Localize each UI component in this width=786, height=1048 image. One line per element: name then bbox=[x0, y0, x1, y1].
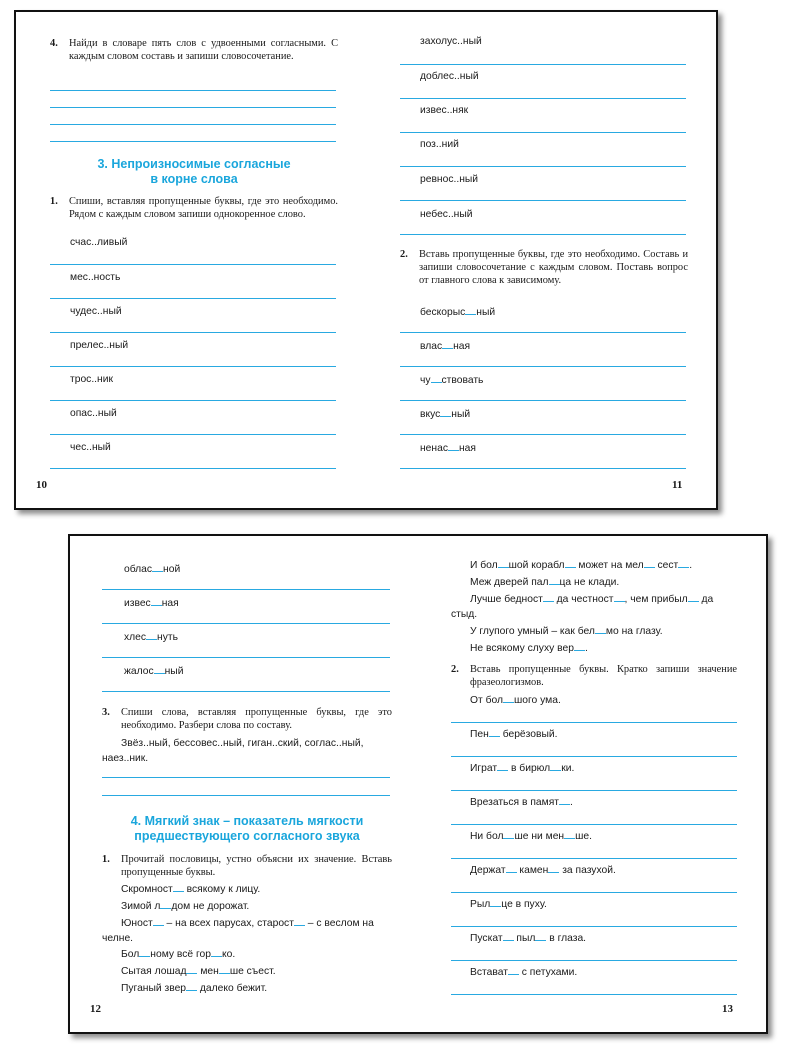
answer-line bbox=[451, 994, 737, 995]
answer-line bbox=[451, 926, 737, 927]
proverb: Юност – на всех парусах, старост – с веслом на челне. bbox=[102, 918, 374, 944]
blank-gap bbox=[154, 664, 165, 674]
blank-gap bbox=[440, 407, 451, 417]
blank-gap bbox=[160, 899, 171, 909]
phrase: Играт в бирюл ки. bbox=[470, 763, 575, 774]
task-3-text: Спиши слова, вставляя пропущенные буквы, где это необходимо. Разбери слова по составу. bbox=[121, 707, 392, 731]
blank-gap bbox=[535, 931, 546, 941]
page-number: 12 bbox=[90, 1003, 101, 1015]
proverb: Пуганый звер далеко бежит. bbox=[121, 983, 268, 994]
word-item: чес..ный bbox=[70, 442, 111, 453]
blank-gap bbox=[543, 592, 554, 602]
proverb: Не всякому слуху вер . bbox=[470, 643, 588, 654]
gap-word: жалос ный bbox=[124, 666, 184, 677]
page-11 bbox=[366, 12, 716, 508]
answer-line bbox=[102, 795, 390, 796]
answer-line bbox=[451, 858, 737, 859]
answer-line bbox=[451, 722, 737, 723]
gap-word: влас ная bbox=[420, 341, 471, 352]
proverb: У глупого умный – как бел мо на глазу. bbox=[470, 626, 663, 637]
blank-gap bbox=[688, 592, 699, 602]
task-4: 4. Найди в словаре пять слов с удвоенными согласными. С каждым словом составь и запиши словосочетание. bbox=[50, 38, 338, 62]
blank-gap bbox=[503, 931, 514, 941]
answer-line bbox=[400, 366, 686, 367]
answer-line bbox=[400, 332, 686, 333]
task-1-text: Спиши, вставляя пропущенные буквы, где это необходимо. Рядом с каждым словом запиши однокоренное слово. bbox=[69, 196, 338, 220]
answer-line bbox=[451, 960, 737, 961]
proverb: Сытая лошад мен ше съест. bbox=[121, 966, 276, 977]
gap-word: извес ная bbox=[124, 598, 179, 609]
answer-line bbox=[102, 657, 390, 658]
answer-line bbox=[50, 90, 336, 91]
blank-gap bbox=[503, 829, 514, 839]
task-3: 3. Спиши слова, вставляя пропущенные буквы, где это необходимо. Разбери слова по составу. bbox=[102, 707, 392, 731]
answer-line bbox=[50, 400, 336, 401]
proverb: Зимой л дом не дорожат. bbox=[121, 901, 250, 912]
section-title-3: 3. Непроизносимые согласные в корне слова bbox=[97, 157, 291, 186]
blank-gap bbox=[152, 562, 163, 572]
answer-line bbox=[400, 200, 686, 201]
phrase: Пускат пыл в глаза. bbox=[470, 933, 587, 944]
word-item: мес..ность bbox=[70, 272, 121, 283]
answer-line bbox=[451, 756, 737, 757]
answer-line bbox=[50, 298, 336, 299]
blank-gap bbox=[431, 373, 442, 383]
answer-line bbox=[400, 434, 686, 435]
word-item: захолус..ный bbox=[420, 36, 482, 47]
blank-gap bbox=[506, 863, 517, 873]
proverb: Бол ному всё гор ко. bbox=[121, 949, 236, 960]
proverb: Скромност всякому к лицу. bbox=[121, 884, 261, 895]
blank-gap bbox=[564, 829, 575, 839]
blank-gap bbox=[497, 761, 508, 771]
word-item: небес..ный bbox=[420, 209, 473, 220]
blank-gap bbox=[595, 624, 606, 634]
answer-line bbox=[451, 824, 737, 825]
proverb: Меж дверей пал ца не клади. bbox=[470, 577, 620, 588]
answer-line bbox=[50, 434, 336, 435]
blank-gap bbox=[490, 897, 501, 907]
proverb: И бол шой корабл может на мел сест . bbox=[470, 560, 693, 571]
phrase: Ни бол ше ни мен ше. bbox=[470, 831, 592, 842]
task-2-text: Вставь пропущенные буквы, где это необходимо. Составь и запиши словосочетание с каждым словом. Поставь вопрос от главного слова к зависимому. bbox=[419, 249, 688, 286]
blank-gap bbox=[153, 916, 164, 926]
section-title-4: 4. Мягкий знак – показатель мягкости предшествующего согласного звука bbox=[130, 814, 364, 843]
answer-line bbox=[400, 234, 686, 235]
blank-gap bbox=[211, 947, 222, 957]
book-spread-pages-10-11 bbox=[14, 10, 718, 510]
blank-gap bbox=[565, 558, 576, 568]
word-item: поз..ний bbox=[420, 139, 459, 150]
blank-gap bbox=[489, 727, 500, 737]
gap-word: хлес нуть bbox=[124, 632, 178, 643]
blank-gap bbox=[574, 641, 585, 651]
blank-gap bbox=[508, 965, 519, 975]
answer-line bbox=[102, 623, 390, 624]
blank-gap bbox=[139, 947, 150, 957]
answer-line bbox=[400, 400, 686, 401]
task-1-text: Прочитай пословицы, устно объясни их значение. Вставь пропущенные буквы. bbox=[121, 854, 392, 878]
blank-gap bbox=[146, 630, 157, 640]
blank-gap bbox=[614, 592, 625, 602]
task-2: 2. Вставь пропущенные буквы, где это необходимо. Составь и запиши словосочетание с каждым словом. Поставь вопрос от главного слова к зависимому. bbox=[400, 249, 688, 286]
book-spread-pages-12-13 bbox=[68, 534, 768, 1034]
answer-line bbox=[102, 589, 390, 590]
word-item: счас..ливый bbox=[70, 237, 128, 248]
answer-line bbox=[451, 790, 737, 791]
word-item: чудес..ный bbox=[70, 306, 122, 317]
task-1: 1. Спиши, вставляя пропущенные буквы, где это необходимо. Рядом с каждым словом запиши однокоренное слово. bbox=[50, 196, 338, 220]
blank-gap bbox=[173, 882, 184, 892]
answer-line bbox=[400, 132, 686, 133]
blank-gap bbox=[294, 916, 305, 926]
answer-line bbox=[102, 691, 390, 692]
blank-gap bbox=[498, 558, 509, 568]
task-3-words: Звёз..ный, бессовес..ный, гиган..ский, соглас..ный, наез..ник. bbox=[102, 738, 364, 764]
answer-line bbox=[50, 107, 336, 108]
word-item: трос..ник bbox=[70, 374, 113, 385]
answer-line bbox=[400, 64, 686, 65]
answer-line bbox=[50, 468, 336, 469]
page-12 bbox=[70, 536, 420, 1032]
answer-line bbox=[400, 98, 686, 99]
task-2: 2. Вставь пропущенные буквы. Кратко запиши значение фразеологизмов. bbox=[451, 664, 737, 688]
phrase: Рыл це в пуху. bbox=[470, 899, 547, 910]
page-number: 10 bbox=[36, 479, 47, 491]
word-item: прелес..ный bbox=[70, 340, 129, 351]
blank-gap bbox=[549, 575, 560, 585]
word-item: опас..ный bbox=[70, 408, 117, 419]
page-number: 11 bbox=[672, 479, 683, 491]
gap-word: ненас ная bbox=[420, 443, 476, 454]
blank-gap bbox=[186, 981, 197, 991]
blank-gap bbox=[548, 863, 559, 873]
word-item: ревнос..ный bbox=[420, 174, 479, 185]
answer-line bbox=[400, 166, 686, 167]
blank-gap bbox=[678, 558, 689, 568]
blank-gap bbox=[448, 441, 459, 451]
answer-line bbox=[50, 264, 336, 265]
blank-gap bbox=[151, 596, 162, 606]
answer-line bbox=[451, 892, 737, 893]
proverb: Лучше бедност да честност , чем прибыл да стыд. bbox=[451, 594, 714, 620]
gap-word: вкус ный bbox=[420, 409, 471, 420]
gap-word: облас ной bbox=[124, 564, 181, 575]
phrase: Пен берёзовый. bbox=[470, 729, 558, 740]
blank-gap bbox=[442, 339, 453, 349]
word-item: доблес..ный bbox=[420, 71, 479, 82]
answer-line bbox=[50, 141, 336, 142]
phrase: Встават с петухами. bbox=[470, 967, 578, 978]
blank-gap bbox=[465, 305, 476, 315]
task-4-text: Найди в словаре пять слов с удвоенными согласными. С каждым словом составь и запиши словосочетание. bbox=[69, 38, 338, 62]
answer-line bbox=[400, 468, 686, 469]
phrase: Врезаться в памят . bbox=[470, 797, 573, 808]
blank-gap bbox=[219, 964, 230, 974]
page-10 bbox=[16, 12, 366, 508]
blank-gap bbox=[186, 964, 197, 974]
answer-line bbox=[50, 124, 336, 125]
blank-gap bbox=[503, 693, 514, 703]
page-number: 13 bbox=[722, 1003, 733, 1015]
blank-gap bbox=[644, 558, 655, 568]
answer-line bbox=[50, 332, 336, 333]
gap-word: чу ствовать bbox=[420, 375, 484, 386]
blank-gap bbox=[559, 795, 570, 805]
word-item: извес..няк bbox=[420, 105, 469, 116]
task-1: 1. Прочитай пословицы, устно объясни их значение. Вставь пропущенные буквы. bbox=[102, 854, 392, 878]
answer-line bbox=[50, 366, 336, 367]
blank-gap bbox=[550, 761, 561, 771]
phrase: От бол шого ума. bbox=[470, 695, 561, 706]
gap-word: бескорыс ный bbox=[420, 307, 496, 318]
answer-line bbox=[102, 777, 390, 778]
phrase: Держат камен за пазухой. bbox=[470, 865, 616, 876]
page-13 bbox=[420, 536, 770, 1032]
task-2-text: Вставь пропущенные буквы. Кратко запиши значение фразеологизмов. bbox=[470, 664, 737, 688]
